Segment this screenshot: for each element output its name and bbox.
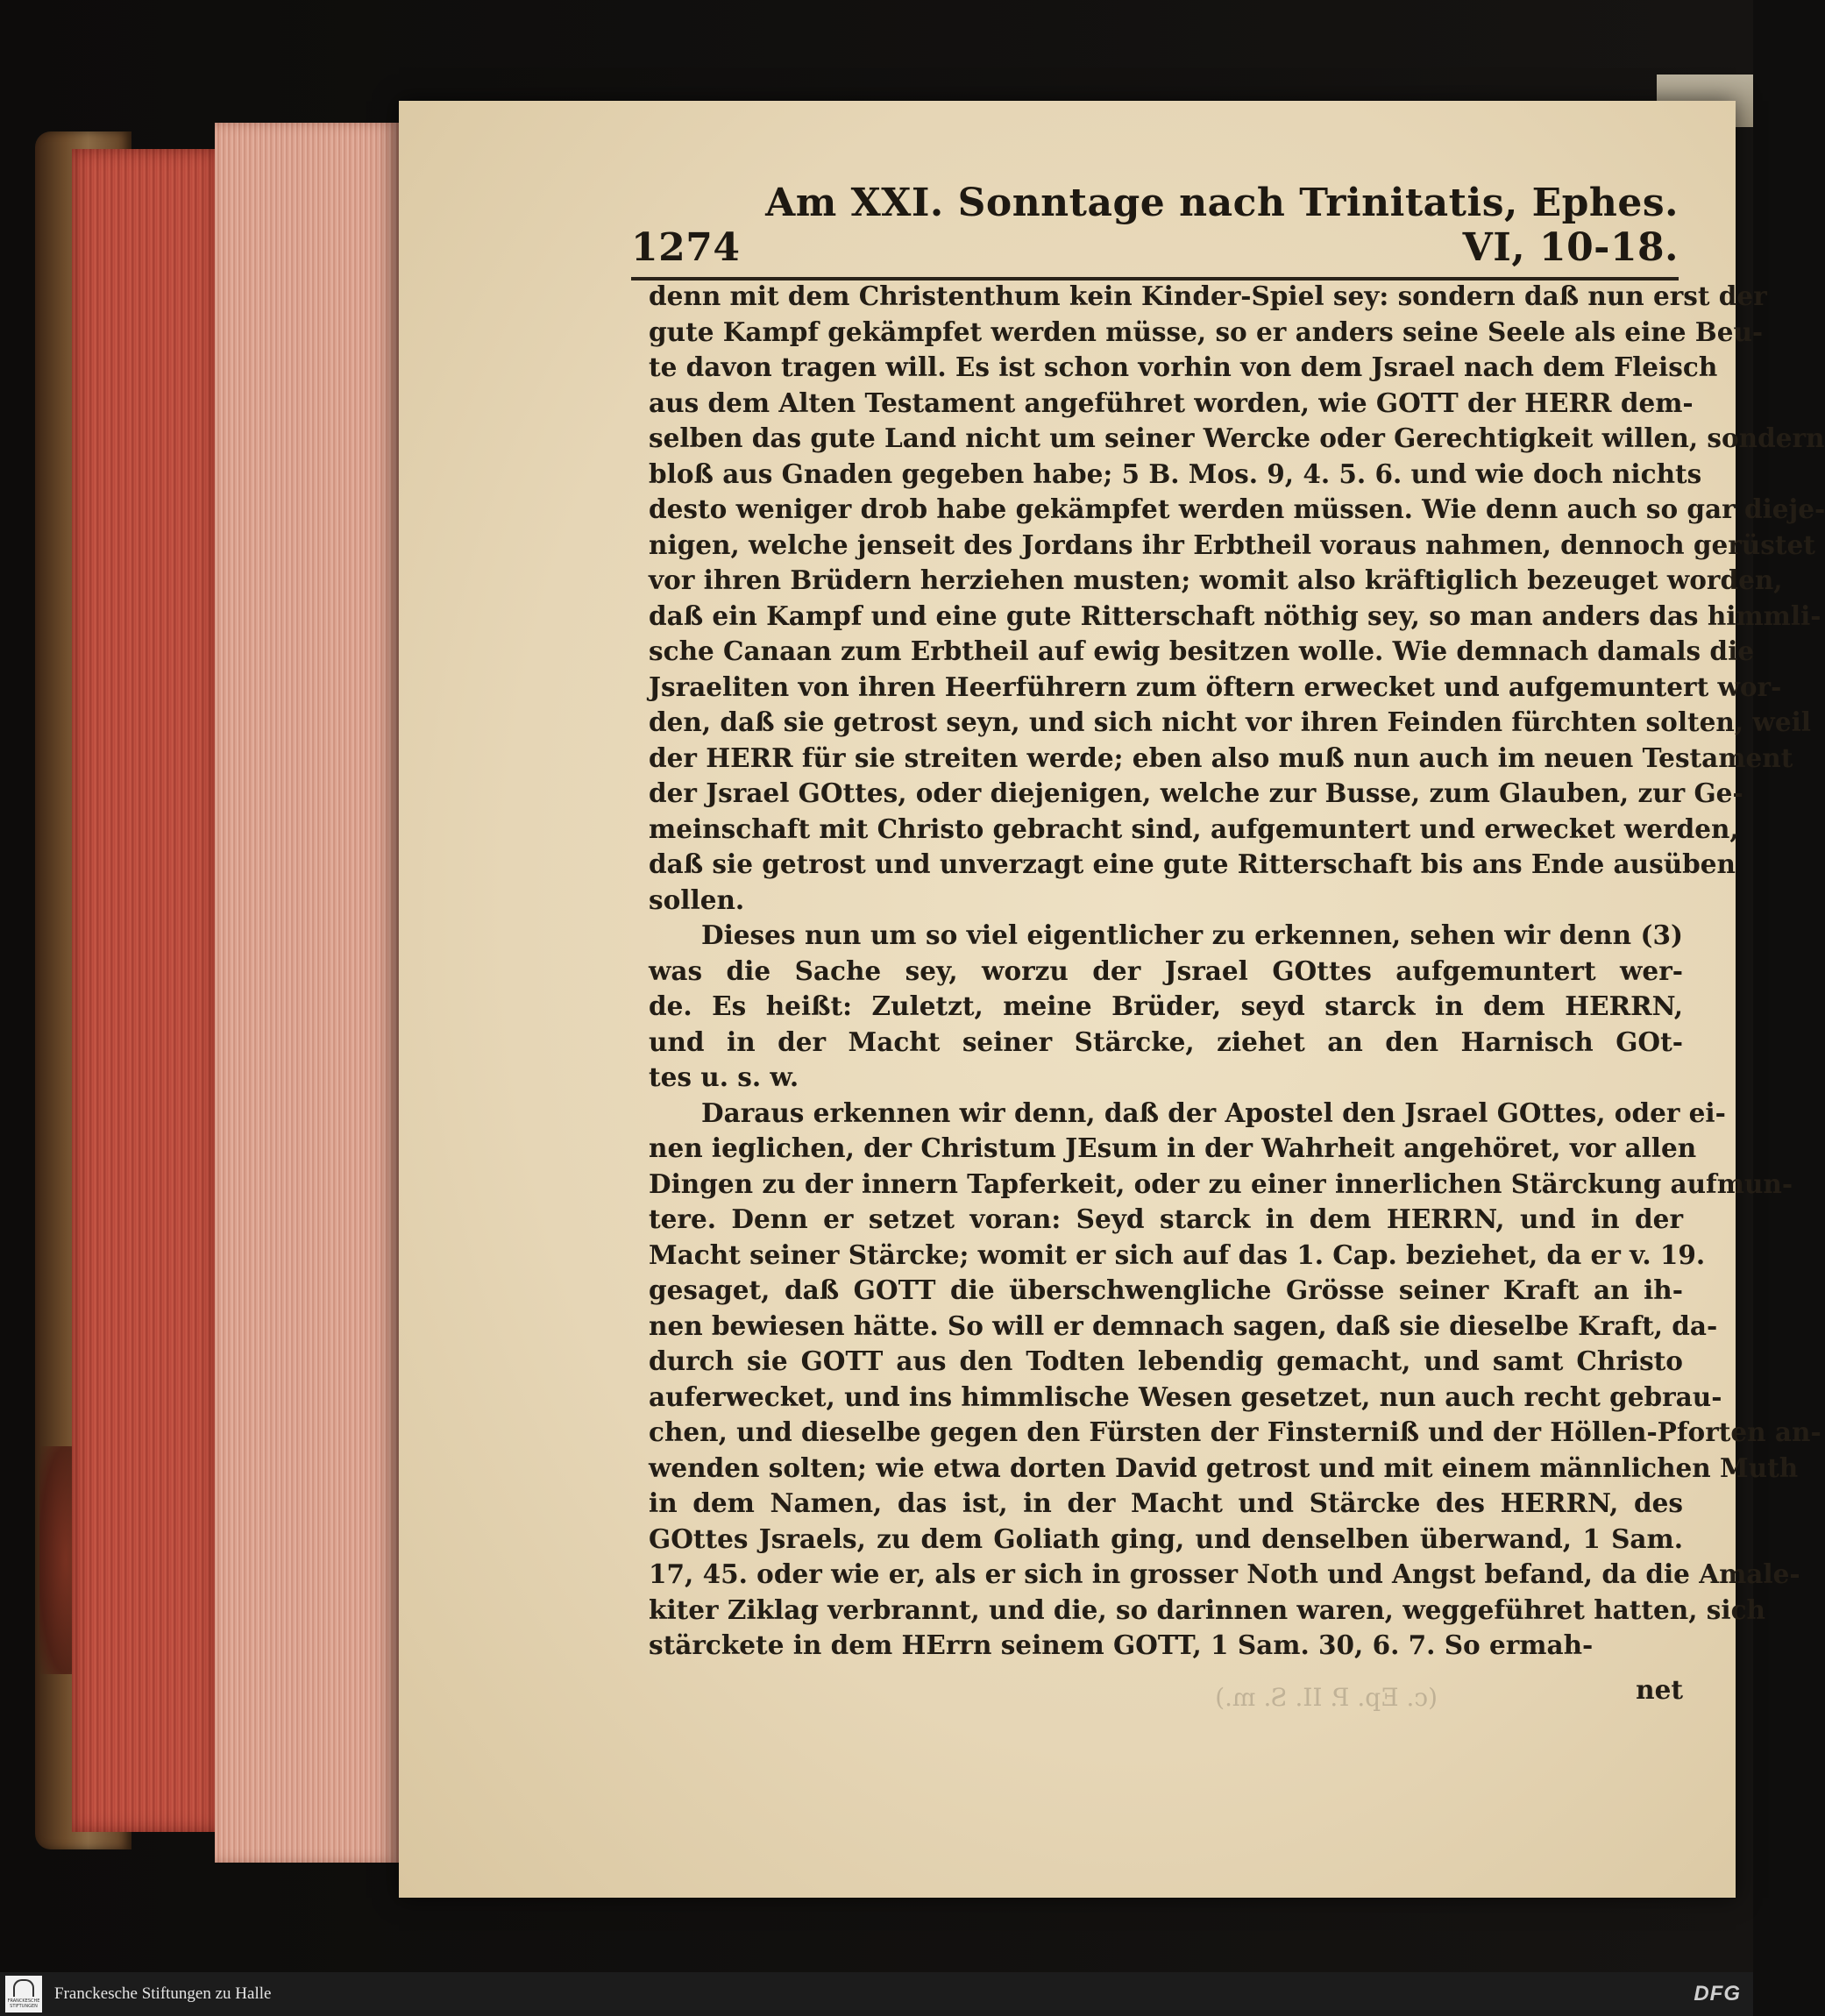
- text-line: Dieses nun um so viel eigentlicher zu erkennen, sehen wir denn (3): [701, 919, 1683, 950]
- text-line: was die Sache sey, worzu der Jsrael GOttes aufgemuntert wer-: [649, 955, 1683, 986]
- text-line: bloß aus Gnaden gegeben habe; 5 B. Mos. 9, 4. 5. 6. und wie doch nichts: [649, 458, 1702, 489]
- text-line: gesaget, daß GOTT die überschwengliche Grösse seiner Kraft an ih-: [649, 1274, 1683, 1305]
- text-line: de. Es heißt: Zuletzt, meine Brüder, seyd starck in dem HERRN,: [649, 990, 1683, 1021]
- text-line: der HERR für sie streiten werde; eben also muß nun auch im neuen Testament: [649, 742, 1793, 773]
- catchword: net: [1636, 1674, 1683, 1705]
- text-line: aus dem Alten Testament angeführet worden, wie GOTT der HERR dem-: [649, 387, 1694, 418]
- institution-logo[interactable]: [5, 1976, 42, 2012]
- text-line: wenden solten; wie etwa dorten David getrost und mit einem männlichen Muth: [649, 1452, 1799, 1483]
- text-line: tere. Denn er setzet voran: Seyd starck in dem HERRN, und in der: [649, 1203, 1683, 1234]
- text-line: gute Kampf gekämpfet werden müsse, so er anders seine Seele als eine Beu-: [649, 316, 1764, 347]
- text-line: desto weniger drob habe gekämpfet werden müssen. Wie denn auch so gar dieje-: [649, 493, 1825, 524]
- logo-text: FRANCKESCHE STIFTUNGEN: [7, 1998, 40, 2009]
- text-line: denn mit dem Christenthum kein Kinder-Spiel sey: sondern daß nun erst der: [649, 280, 1767, 311]
- text-line: in dem Namen, das ist, in der Macht und Stärcke des HERRN, des: [649, 1487, 1683, 1518]
- text-line: nen ieglichen, der Christum JEsum in der Wahrheit angehöret, vor allen: [649, 1132, 1697, 1163]
- text-line: vor ihren Brüdern herziehen musten; womit also kräftiglich bezeuget worden,: [649, 564, 1783, 595]
- text-line: tes u. s. w.: [649, 1061, 799, 1092]
- text-line: stärckete in dem HErrn seinem GOTT, 1 Sam. 30, 6. 7. So ermah-: [649, 1629, 1594, 1660]
- text-line: und in der Macht seiner Stärcke, ziehet an den Harnisch GOt-: [649, 1026, 1683, 1057]
- text-line: daß sie getrost und unverzagt eine gute Ritterschaft bis ans Ende ausüben: [649, 848, 1736, 879]
- text-line: sollen.: [649, 884, 745, 915]
- page-footer: [649, 1674, 1683, 1713]
- running-title: Am XXI. Sonntage nach Trinitatis, Ephes. VI, 10-18.: [765, 181, 1679, 270]
- text-line: auferwecket, und ins himmlische Wesen gesetzet, nun auch recht gebrau-: [649, 1381, 1722, 1412]
- viewer-footer-bar: [0, 1972, 1753, 2016]
- text-line: chen, und dieselbe gegen den Fürsten der Finsterniß und der Höllen-Pforten an-: [649, 1416, 1821, 1447]
- bleed-through-text: (c. Ep. P. II. S. m.): [1215, 1683, 1438, 1712]
- text-line: Daraus erkennen wir denn, daß der Apostel den Jsrael GOttes, oder ei-: [701, 1097, 1726, 1128]
- text-line: meinschaft mit Christo gebracht sind, aufgemuntert und erwecket werden,: [649, 813, 1739, 844]
- text-line: kiter Ziklag verbrannt, und die, so darinnen waren, weggeführet hatten, sich: [649, 1594, 1766, 1625]
- text-line: Jsraeliten von ihren Heerführern zum öftern erwecket und aufgemuntert wor-: [649, 671, 1782, 702]
- text-line: selben das gute Land nicht um seiner Wercke oder Gerechtigkeit willen, sondern: [649, 422, 1825, 453]
- text-line: te davon tragen will. Es ist schon vorhin von dem Jsrael nach dem Fleisch: [649, 351, 1718, 382]
- text-line: Macht seiner Stärcke; womit er sich auf das 1. Cap. beziehet, da er v. 19.: [649, 1239, 1706, 1270]
- page-body-text: [649, 279, 1825, 1664]
- text-line: der Jsrael GOttes, oder diejenigen, welche zur Busse, zum Glauben, zur Ge-: [649, 777, 1743, 808]
- page-number: 1274: [631, 225, 741, 270]
- text-line: den, daß sie getrost seyn, und sich nicht vor ihren Feinden fürchten solten, weil: [649, 706, 1812, 737]
- text-line: durch sie GOTT aus den Todten lebendig gemacht, und samt Christo: [649, 1345, 1683, 1376]
- text-line: sche Canaan zum Erbtheil auf ewig besitzen wolle. Wie demnach damals die: [649, 635, 1755, 666]
- page-stack-edge: [215, 123, 399, 1863]
- text-line: daß ein Kampf und eine gute Ritterschaft nöthig sey, so man anders das himmli-: [649, 600, 1821, 631]
- page-header: [631, 181, 1679, 280]
- text-line: GOttes Jsraels, zu dem Goliath ging, und denselben überwand, 1 Sam.: [649, 1523, 1683, 1554]
- text-line: nigen, welche jenseit des Jordans ihr Erbtheil voraus nahmen, dennoch gerüstet: [649, 529, 1815, 560]
- text-line: nen bewiesen hätte. So will er demnach sagen, daß sie dieselbe Kraft, da-: [649, 1310, 1718, 1341]
- text-line: 17, 45. oder wie er, als er sich in grosser Noth und Angst befand, da die Amale-: [649, 1558, 1800, 1589]
- institution-name[interactable]: Franckesche Stiftungen zu Halle: [54, 1984, 272, 2003]
- text-line: Dingen zu der innern Tapferkeit, oder zu einer innerlichen Stärckung aufmun-: [649, 1168, 1793, 1199]
- logo-arch-icon: [13, 1979, 34, 1997]
- dfg-logo[interactable]: DFG: [1694, 1982, 1741, 2005]
- red-page-edges: [72, 149, 217, 1832]
